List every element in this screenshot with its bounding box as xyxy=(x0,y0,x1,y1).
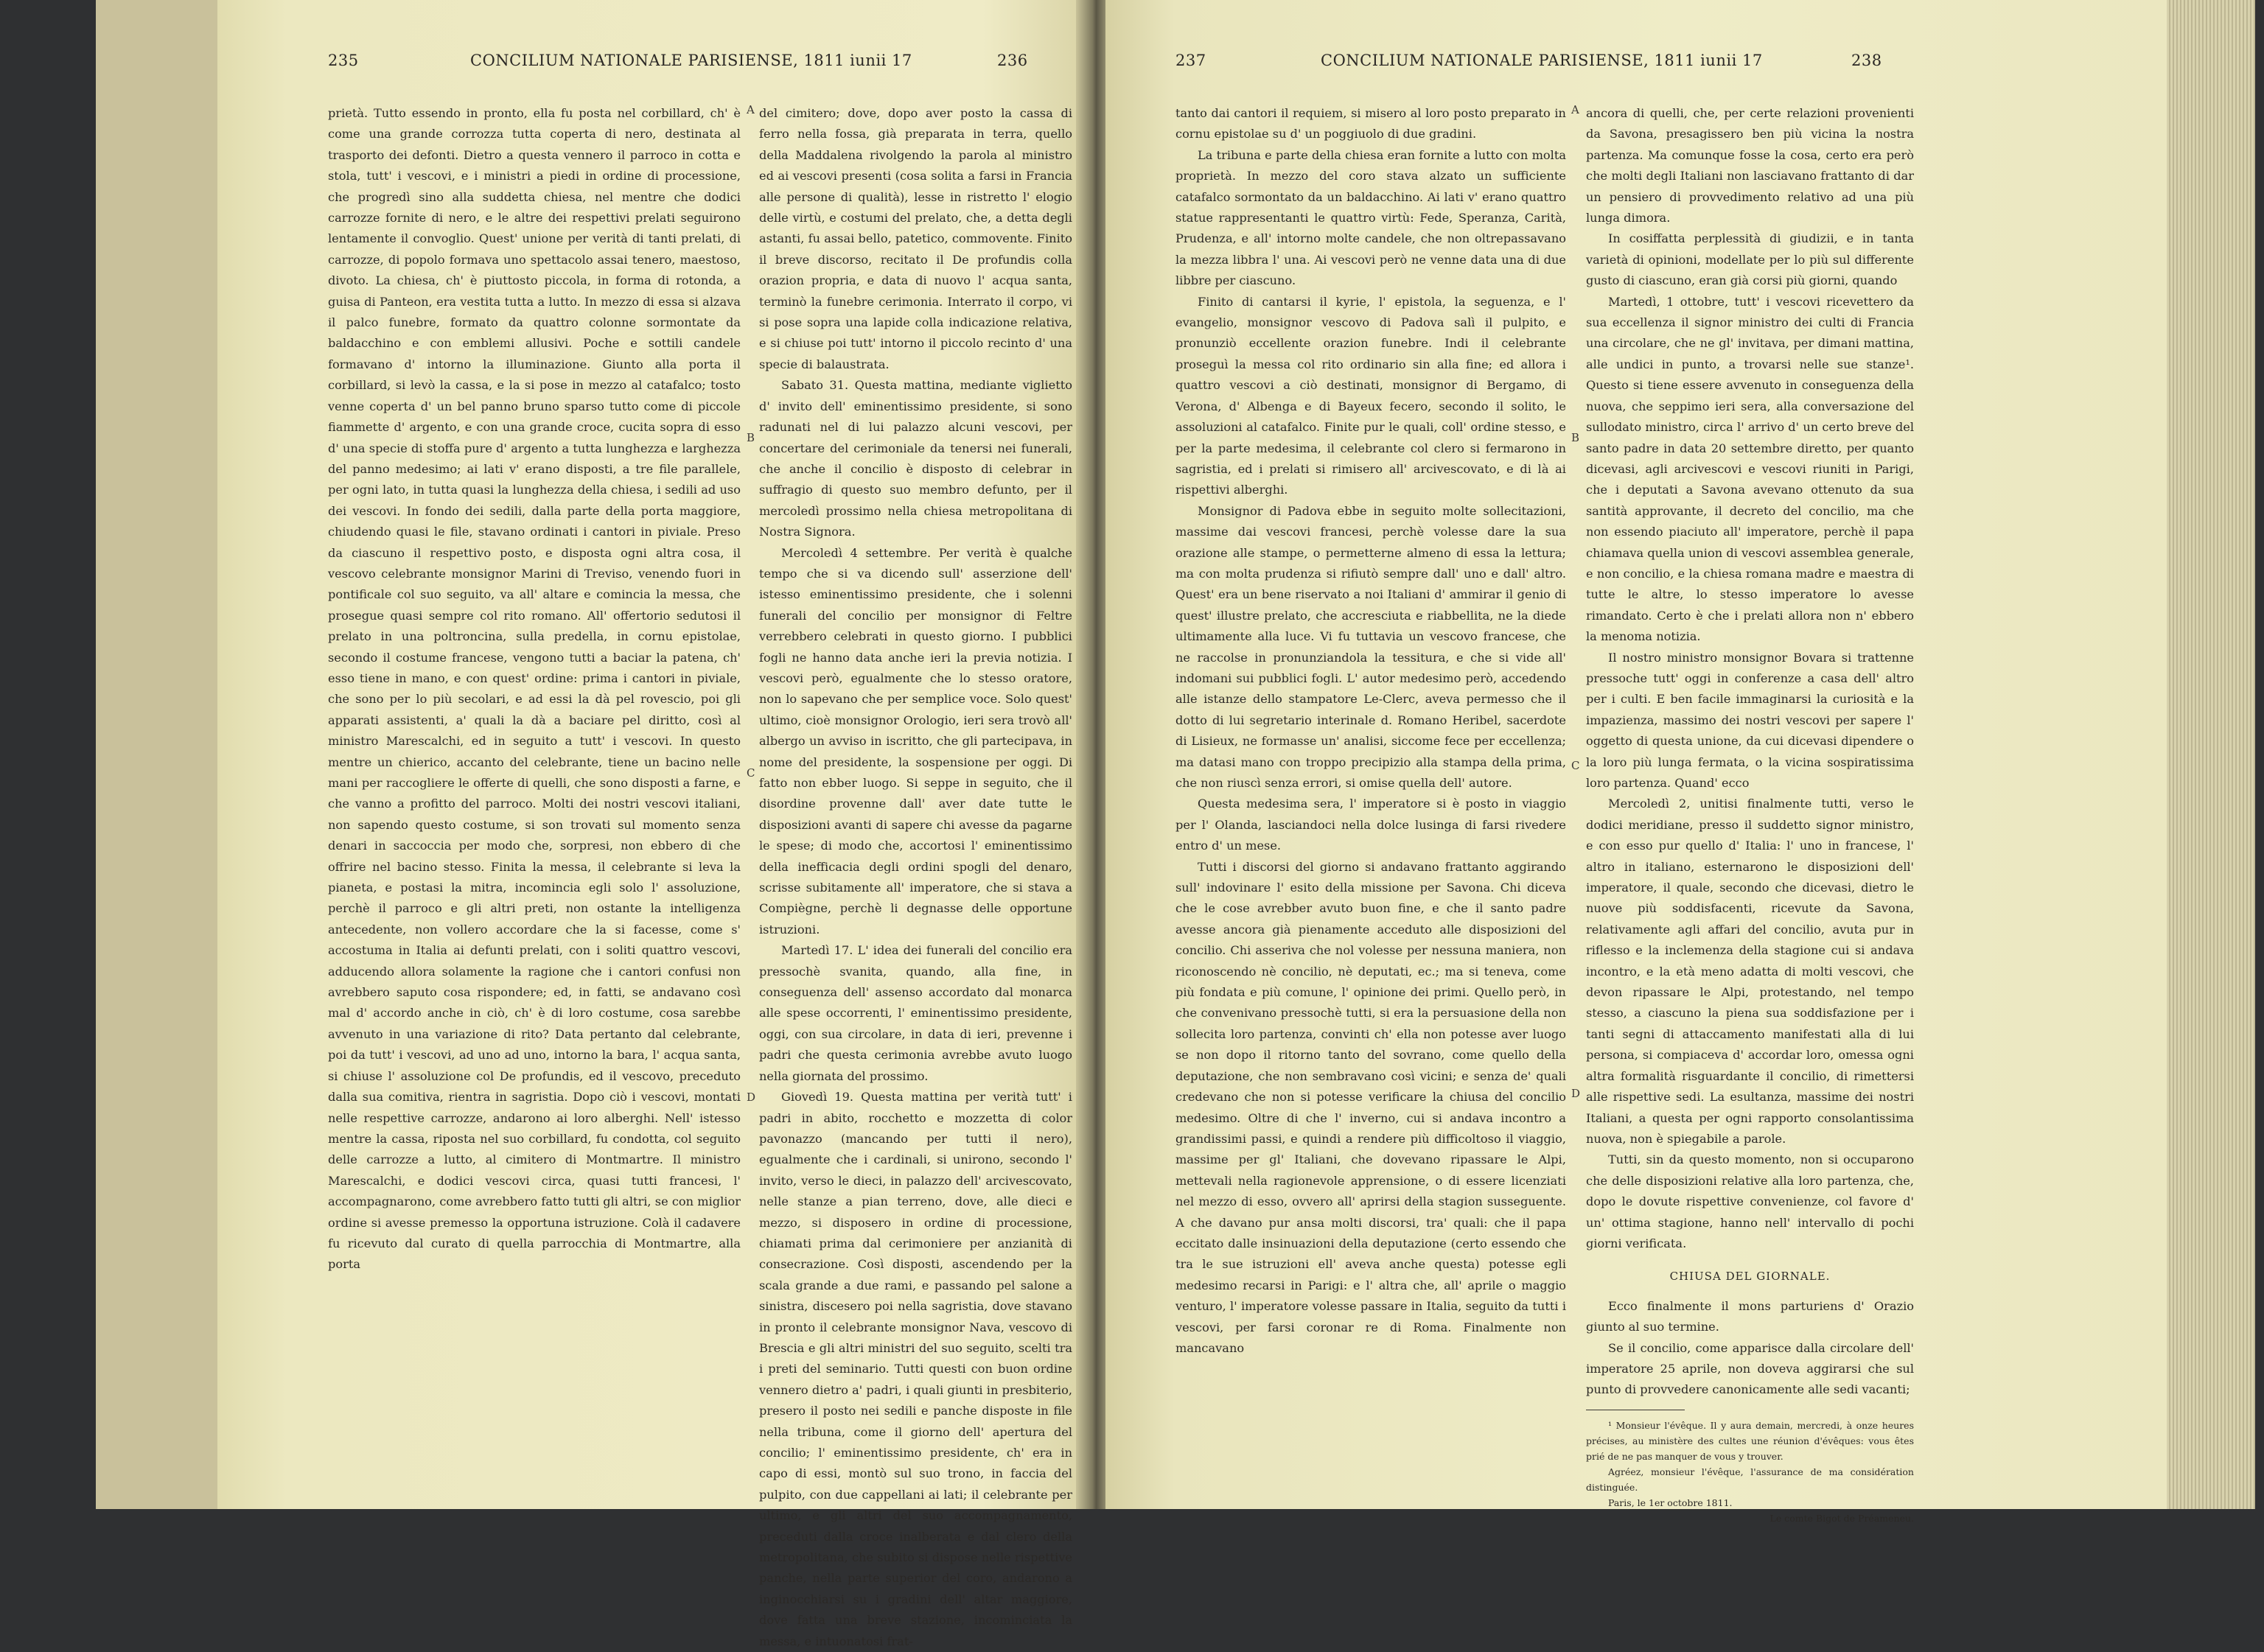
left-page-column-1 xyxy=(328,103,741,1275)
paragraph: Ecco finalmente il mons parturiens d' Orazio giunto al suo termine. xyxy=(1586,1298,1914,1334)
paragraph: Sabato 31. Questa mattina, mediante viglietto d' invito dell' eminentissimo presidente, si sono radunati nel di lui palazzo alcuni vescovi, per concertare del cerimoniale da tenersi nei funerali, che anche il concilio è disposto di celebrar in suffragio di questo suo membro defunto, per il mercoledì prossimo nella chiesa metropolitana di Nostra Signora. xyxy=(759,378,1072,539)
margin-letter-c: C xyxy=(1571,759,1580,772)
page-number-right-2: 238 xyxy=(1851,52,1882,69)
paragraph: ancora di quelli, che, per certe relazioni provenienti da Savona, presagissero ben più vicina la nostra partenza. Ma comunque fosse la cosa, certo era però che molti degli Italiani non lasciavano frattanto di dar un pensiero di provvedimento relativo ad una più lunga dimora. xyxy=(1586,106,1914,225)
page-number-left-1: 235 xyxy=(328,52,359,69)
paragraph: Il nostro ministro monsignor Bovara si trattenne pressoche tutt' oggi in conferenze a casa dell' altro per i culti. E ben facile immaginarsi la curiosità e la impazienza, massimo dei nostri vescovi per sapere l' oggetto di questa unione, da cui dicevasi dipendere o la loro più lunga fermata, o la vicina sospiratissima loro partenza. Quand' ecco xyxy=(1586,650,1914,790)
paragraph: Mercoledì 4 settembre. Per verità è qualche tempo che si va dicendo sull' asserzione dell' istesso eminentissimo presidente, che i solenni funerali del concilio per monsignor di Feltre verrebbero celebrati in questo giorno. I pubblici fogli ne hanno data anche ieri la previa notizia. I vescovi però, egualmente che lo stesso oratore, non lo sapevano che per semplice voce. Solo quest' ultimo, cioè monsignor Orologio, ieri sera trovò all' albergo un avviso in iscritto, che gli partecipava, in nome del presidente, la sospensione per oggi. Di fatto non ebber luogo. Si seppe in seguito, che il disordine provenne dall' aver date tutte le disposizioni avanti di sapere chi avesse da pagarne le spese; di modo che, accortosi l' eminentissimo della inefficacia degli ordini spogli del denaro, scrisse subitamente all' imperatore, che si stava a Compiègne, perchè li degnasse delle opportune istruzioni. xyxy=(759,545,1072,937)
book xyxy=(96,0,2244,1648)
margin-letter-b: B xyxy=(747,431,755,444)
paragraph: Martedì 17. L' idea dei funerali del concilio era pressochè svanita, quando, alla fine, in conseguenza dell' assenso accordato dal monarca alle spese occorrenti, l' eminentissimo presidente, oggi, con sua circolare, in data di ieri, prevenne i padri che questa cerimonia avrebbe avuto luogo nella giornata del prossimo. xyxy=(759,943,1072,1083)
paragraph: Mercoledì 2, unitisi finalmente tutti, verso le dodici meridiane, presso il suddetto signor ministro, e con esso pur quello d' Italia: l' uno in francese, l' altro in italiano, esternarono le disposizioni dell' imperatore, il quale, secondo che dicevasi, dietro le nuove più soddisfacenti, ricevute da Savona, relativamente agli affari del concilio, avuta pur in riflesso e la inclemenza della stagione cui si andava incontro, e la età meno adatta di molti vescovi, che devon ripassare le Alpi, protestando, nel tempo stesso, a ciascuno la piena sua soddisfazione per i tanti segni di attaccamento manifestati alla di lui persona, si compiaceva d' accordar loro, omessa ogni altra formalità risguardante il concilio, di rimettersi alle rispettive sedi. La esultanza, massime dei nostri Italiani, a questa per ogni rapporto consolantissima nuova, non è spiegabile a parole. xyxy=(1586,797,1914,1146)
page-edges xyxy=(2167,0,2255,1509)
paragraph: Finito di cantarsi il kyrie, l' epistola, la seguenza, e l' evangelio, monsignor vescovo di Padova salì il pulpito, e pronunziò eccellente orazion funebre. Indi il celebrante proseguì la messa col rito ordinario sin alla fine; ed allora i quattro vescovi a ciò destinati, monsignor di Bergamo, di Verona, d' Albenga e di Bayeux fecero, secondo il solito, le assoluzioni al catafalco. Finite pur le quali, coll' ordine stesso, e per la parte medesima, il celebrante col clero si fermarono in sagristia, ed i prelati si rimisero all' arcivescovato, e di là ai rispettivi alberghi. xyxy=(1175,294,1566,497)
margin-letter-b: B xyxy=(1571,431,1580,444)
margin-letter-c: C xyxy=(747,766,755,780)
paragraph: del cimitero; dove, dopo aver posto la cassa di ferro nella fossa, già preparata in terra, quello della Maddalena rivolgendo la parola al ministro ed ai vescovi presenti (cosa solita a farsi in Francia alle persone di qualità), lesse in ristretto l' elogio delle virtù, e costumi del prelato, che, a detta degli astanti, fu assai bello, patetico, commovente. Finito il breve discorso, recitato il De profundis colla orazion propria, e data di nuovo l' acqua santa, terminò la funebre cerimonia. Interrato il corpo, vi si pose sopra una lapide colla indicazione relativa, e si chiuse poi tutt' intorno il piccolo recinto d' una specie di balaustrata. xyxy=(759,106,1072,371)
margin-letter-a: A xyxy=(747,103,755,116)
paragraph: prietà. Tutto essendo in pronto, ella fu posta nel corbillard, ch' è come una grande corrozza tutta coperta di nero, destinata al trasporto dei defonti. Dietro a questa vennero il parroco in cotta e stola, tutt' i vescovi, e i ministri a piedi in ordine di processione, che progredì sino alla suddetta chiesa, nel mentre che dodici carrozze fornite di nero, e le altre dei respettivi prelati seguirono lentamente il convoglio. Quest' unione per verità di tanti prelati, di carrozze, di popolo formava uno spettacolo assai tenero, maestoso, divoto. La chiesa, ch' è piuttosto piccola, in forma di rotonda, a guisa di Panteon, era vestita tutta a lutto. In mezzo di essa si alzava il palco funebre, formato da quattro colonne sormontate da baldacchino e con emblemi allusivi. Poche e sottili candele formavano d' intorno la illuminazione. Giunto alla porta il corbillard, si levò la cassa, e la si pose in mezzo al catafalco; tosto venne coperta d' un bel panno bruno sparso tutto come di piccole fiammette d' argento, e con una grande croce, cucita sopra di esso d' una specie di stoffa pure d' argento a tutta lunghezza e larghezza del panno medesimo; ai lati v' erano disposti, a tre file parallele, per ogni lato, in tutta quasi la lunghezza della chiesa, i sedili ad uso dei vescovi. In fondo dei sedili, dalla parte della porta maggiore, chiudendo quasi le file, stavano ordinati i cantori in piviale. Preso da ciascuno il respettivo posto, e disposta ogni altra cosa, il vescovo celebrante monsignor Marini di Treviso, venendo fuori in pontificale col suo seguito, va all' altare e comincia la messa, che prosegue quasi sempre col rito romano. All' offertorio sedutosi il prelato in una poltroncina, sulla predella, in cornu epistolae, secondo il costume francese, vengono tutti a baciar la patena, ch' esso tiene in mano, e con quest' ordine: prima i cantori in piviale, che sono per lo più secolari, e ad essi la dà pel rovescio, poi gli apparati assistenti, a' quali la dà a baciare pel diritto, così al ministro Marescalchi, ed in seguito a tutt' i vescovi. In questo mentre un chierico, accanto del celebrante, tiene un bacino nelle mani per raccogliere le offerte di quelli, che sono disposti a farne, e che vanno a profitto del parroco. Molti dei nostri vescovi italiani, non sapendo questo costume, si son trovati sul momento senza denari in saccoccia per modo che, sorpresi, non ebbero di che offrire nel bacino stesso. Finita la messa, il celebrante si leva la pianeta, e postasi la mitra, incomincia egli solo l' assoluzione, perchè il parroco e gli altri preti, non ostante la intelligenza antecedente, non vollero accordare che la si facesse, come s' accostuma in Italia ai defunti prelati, con i soliti quattro vescovi, adducendo allora solamente la ragione che i cantori confusi non avrebbero saputo cosa rispondere; ed, in fatti, se andavano così mal d' accordo anche in ciò, ch' è di loro costume, cosa sarebbe avvenuto in una variazione di rito? Data pertanto dal celebrante, poi da tutt' i vescovi, ad uno ad uno, intorno la bara, l' acqua santa, si chiuse l' assoluzione col De profundis, ed il vescovo, preceduto dalla sua comitiva, rientra in sagristia. Dopo ciò i vescovi, montati nelle respettive carrozze, andarono ai loro alberghi. Nell' istesso mentre la cassa, riposta nel suo corbillard, fu condotta, col seguito delle carrozze a lutto, al cimitero di Montmartre. Il ministro Marescalchi, e dodici vescovi circa, quasi tutti francesi, l' accompagnarono, come avrebbero fatto tutti gli altri, se con miglior ordine si avesse premesso la opportuna istruzione. Colà il cadavere fu ricevuto dal curato di quella parrocchia di Montmartre, alla porta xyxy=(328,106,741,1272)
paragraph: Se il concilio, come apparisce dalla circolare dell' imperatore 25 aprile, non doveva aggirarsi che sul punto di provvedere canonicamente alle sedi vacanti; xyxy=(1586,1340,1914,1397)
paragraph: Tutti, sin da questo momento, non si occuparono che delle disposizioni relative alla loro partenza, che, dopo le dovute rispettive convenienze, col favore d' un' ottima stagione, hanno nell' intervallo di pochi giorni verificata. xyxy=(1586,1152,1914,1250)
margin-letter-a: A xyxy=(1571,103,1579,116)
paragraph: Tutti i discorsi del giorno si andavano frattanto aggirando sull' indovinare l' esito della missione per Savona. Chi diceva che le cose avrebber avuto buon fine, e che il santo padre avesse ancora già pienamente acceduto alle disposizioni del concilio. Chi asseriva che nol volesse per nessuna maniera, non riconoscendo nè concilio, nè deputati, ec.; ma si teneva, come più fondata e più comune, l' opinione dei primi. Quello però, in che convenivano pressochè tutti, si era la persuasione della non sollecita loro partenza, convinti ch' ella non potesse aver luogo se non dopo il ritorno tanto del sovrano, come quello della deputazione, che non sembravano così vicini; e senza de' quali credevano che non si potesse verificare la chiusa del concilio medesimo. Oltre di che l' inverno, cui si andava incontro a grandissimi passi, e quindi a rendere più difficoltoso il viaggio, massime per gl' Italiani, che dovevano ripassare le Alpi, mettevali nella ragionevole apprensione, o di essere licenziati nel mezzo di esso, ovvero all' aprirsi della stagion susseguente. A che davano pur ansa molti discorsi, tra' quali: che il papa eccitato dalle insinuazioni della deputazione (certo essendo che tra le sue istruzioni ell' aveva anche questa) potesse egli medesimo recarsi in Parigi: e l' altra che, all' aprile o maggio venturo, l' imperatore volesse passare in Italia, seguito da tutti i vescovi, per farsi coronar re di Roma. Finalmente non mancavano xyxy=(1175,859,1566,1355)
running-title-left: CONCILIUM NATIONALE PARISIENSE, 1811 iunii 17 xyxy=(470,52,912,69)
left-page xyxy=(217,0,1087,1648)
right-page-column-2 xyxy=(1586,103,1914,1526)
running-title-right: CONCILIUM NATIONALE PARISIENSE, 1811 iunii 17 xyxy=(1321,52,1763,69)
paragraph: La tribuna e parte della chiesa eran fornite a lutto con molta proprietà. In mezzo del coro stava alzato un sufficiente catafalco sormontato da un baldacchino. Ai lati v' erano quattro statue rappresentanti le quattro virtù: Fede, Speranza, Carità, Prudenza, e all' intorno molte candele, che non oltrepassavano la mezza libbra l' una. Ai vescovi però ne venne data una di due libbre per ciascuno. xyxy=(1175,147,1566,288)
page-number-right-1: 237 xyxy=(1175,52,1206,69)
paragraph: tanto dai cantori il requiem, si misero al loro posto preparato in cornu epistolae su d' un poggiuolo di due gradini. xyxy=(1175,106,1566,141)
paragraph: Martedì, 1 ottobre, tutt' i vescovi ricevettero da sua eccellenza il signor ministro dei culti di Francia una circolare, che ne gl' invitava, per dimani mattina, alle undici in punto, a trovarsi nelle sue stanze¹. Questo si tiene essere avvenuto in conseguenza della nuova, che seppimo ieri sera, alla conversazione del sullodato ministro, circa l' arrivo d' un certo breve del santo padre in data 20 settembre diretto, per quanto dicevasi, agli arcivescovi e vescovi riuniti in Parigi, che i deputati a Savona avevano ottenuto da sua santità approvante, il decreto del concilio, ma che non essendo piaciuto all' imperatore, perchè il papa chiamava quella union di vescovi assemblea generale, e non concilio, e la chiesa romana madre e maestra di tutte le altre, lo stesso imperatore lo avesse rimandato. Certo è che i prelati allora non n' ebbero la menoma notizia. xyxy=(1586,294,1914,644)
left-page-column-2 xyxy=(759,103,1072,1652)
footnote-date: Paris, le 1er octobre 1811. xyxy=(1608,1497,1733,1508)
footnote: ¹ Monsieur l'évêque. Il y aura demain, mercredi, à onze heures précises, au ministère des cultes une réunion d'évêques: vous êtes prié de ne pas manquer de vous y trouver. xyxy=(1586,1419,1914,1462)
right-page-column-1 xyxy=(1175,103,1566,1359)
paragraph: In cosiffatta perplessità di giudizii, e in tanta varietà di opinioni, modellate per lo più sul differente gusto di ciascuno, eran già corsi più giorni, quando xyxy=(1586,231,1914,288)
margin-letter-d: D xyxy=(747,1091,756,1104)
margin-letter-d: D xyxy=(1571,1087,1581,1100)
paragraph: Giovedì 19. Questa mattina per verità tutt' i padri in abito, rocchetto e mozzetta di color pavonazzo (mancando per tutti il nero), egualmente che i cardinali, si unirono, secondo l' invito, verso le dieci, in palazzo dell' arcivescovato, nelle stanze a pian terreno, dove, alle dieci e mezzo, si disposero in ordine di processione, chiamati prima dal cerimoniere per anzianità di consecrazione. Così disposti, ascendendo per la scala grande a due rami, e passando pel salone a sinistra, discesero poi nella sagristia, dove stavano in pronto il celebrante monsignor Nava, vescovo di Brescia e gli altri ministri del suo seguito, scelti tra i preti del seminario. Tutti questi con buon ordine vennero dietro a' padri, i quali giunti in presbiterio, presero il posto nei sedili e panche disposte in file nella tribuna, come il giorno dell' apertura del concilio; l' eminentissimo presidente, ch' era in capo di essi, montò sul suo trono, in faccia del pulpito, con due cappellani ai lati; il celebrante per ultimo, e gli altri del suo accompagnamento, preceduti dalla croce inalberata e dal clero della metropolitana, che subito si dispose nelle rispettive panche, nella parte superior del coro, andarono a inginocchiarsi su i gradini dell' altar maggiore, dove fatta una breve stazione, incominciata la messa, e intuonatosi frat- xyxy=(759,1090,1072,1648)
paragraph: Questa medesima sera, l' imperatore si è posto in viaggio per l' Olanda, lasciandoci nella dolce lusinga di farsi rivedere entro d' un mese. xyxy=(1175,797,1566,853)
page-number-left-2: 236 xyxy=(997,52,1028,69)
footnote: Agréez, monsieur l'évêque, l'assurance de ma considération distinguée. xyxy=(1586,1466,1914,1493)
right-page xyxy=(1105,0,2255,1524)
section-title: CHIUSA DEL GIORNALE. xyxy=(1669,1270,1831,1284)
footnote-signature: Le comte Bigot de Préameneu. xyxy=(1769,1512,1914,1524)
paragraph: Monsignor di Padova ebbe in seguito molte sollecitazioni, massime dai vescovi francesi, perchè volesse dare la sua orazione alle stampe, o permetterne almeno di essa la lettura; ma con molta prudenza si rifiutò sempre dall' uno e dall' altro. Quest' era un bene riservato a noi Italiani d' ammirar il genio di quest' illustre prelato, che accresciuta e riabbellita, ne la diede ultimamente alla luce. Vi fu tuttavia un vescovo francese, che ne raccolse in pronunziandola la tessitura, e che si vide all' indomani sui pubblici fogli. L' autor medesimo però, accedendo alle istanze dello stampatore Le-Clerc, aveva permesso che il dotto di lui segretario interinale d. Romano Heribel, sacerdote di Lisieux, ne formasse un' analisi, siccome fece per eccellenza; ma datasi mano con troppo precipizio alla stampa della prima, che non riuscì senza errori, si omise quella dell' autore. xyxy=(1175,503,1566,790)
